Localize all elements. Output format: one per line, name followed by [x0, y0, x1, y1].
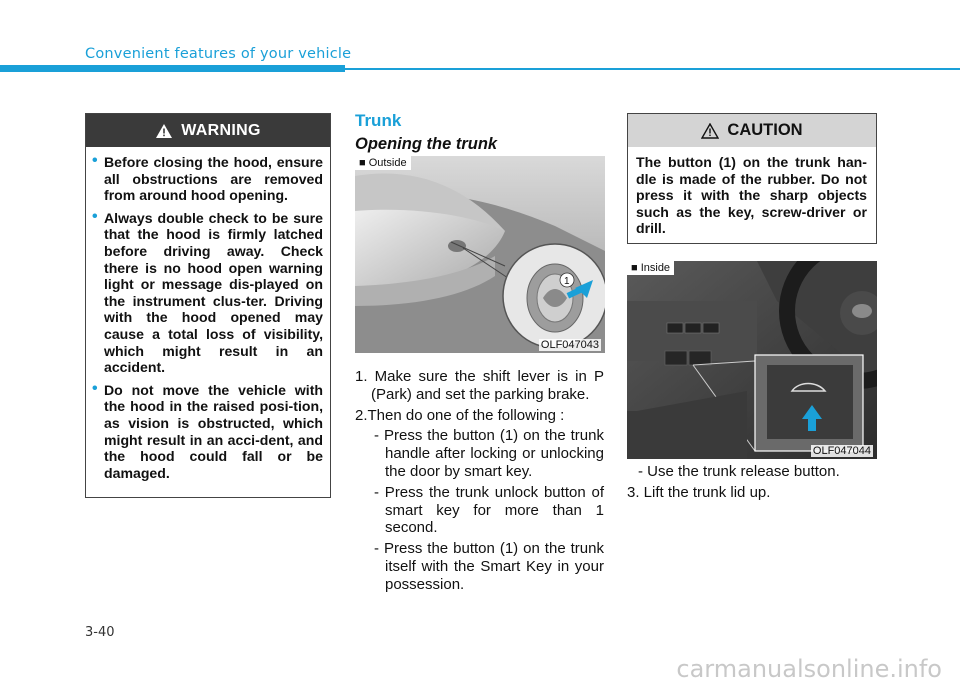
bullet-icon: •	[92, 379, 98, 397]
page-number: 3-40	[85, 625, 115, 640]
warning-item-text: Do not move the vehicle with the hood in the raised posi-tion, as vision is obstructed, which might result in an acci-dent, and the hood could fall or be damaged.	[104, 381, 323, 481]
watermark: carmanualsonline.info	[676, 655, 942, 683]
option-item: - Press the trunk unlock button of smart key for more than 1 second.	[374, 483, 604, 537]
callout-number: 1	[564, 276, 570, 287]
car-rear-illustration	[355, 156, 605, 353]
bullet-icon: •	[92, 207, 98, 225]
warning-header	[86, 114, 330, 147]
header-accent-bar	[0, 65, 345, 72]
dashboard-illustration	[627, 261, 877, 459]
warning-box	[85, 113, 331, 498]
option-item: - Press the button (1) on the trunk handle after locking or unlocking the door by smart key.	[374, 427, 604, 480]
trunk-steps-continued	[627, 463, 877, 502]
warning-item	[92, 207, 323, 376]
warning-item-text: Always double check to be sure that the hood is firmly latched before driving away. Check there is no hood open warning light or message dis-played on the instrument clus-ter. Driving with the hood opened may cause a total loss of visibility, which might result in an accident.	[104, 209, 323, 376]
figure-tag: ■ Outside	[355, 156, 411, 170]
figure-code: OLF047043	[540, 339, 599, 351]
warning-triangle-icon	[155, 123, 173, 139]
caution-box	[627, 113, 877, 244]
warning-item	[92, 379, 323, 482]
subsection-title: Opening the trunk	[355, 135, 498, 153]
step-2: 2.Then do one of the following :	[355, 406, 565, 424]
figure-trunk-outside	[355, 156, 605, 353]
figure-trunk-inside	[627, 261, 877, 459]
step-3: 3. Lift the trunk lid up.	[627, 483, 771, 501]
step-1: 1. Make sure the shift lever is in P (Park) and set the parking brake.	[355, 368, 604, 403]
caution-title: CAUTION	[727, 121, 803, 139]
section-header-title: Convenient features of your vehicle	[85, 46, 352, 62]
warning-list	[86, 147, 330, 481]
option-item: - Press the button (1) on the trunk itself with the Smart Key in your possession.	[374, 540, 604, 593]
bullet-icon: •	[92, 152, 98, 169]
figure-tag: ■ Inside	[627, 261, 674, 275]
warning-item-text: Before closing the hood, ensure all obstructions are removed from around hood opening.	[104, 154, 323, 204]
figure-code: OLF047044	[812, 445, 871, 457]
warning-item	[92, 152, 323, 204]
caution-text: The button (1) on the trunk han-dle is made of the rubber. Do not press it with the sharp objects such as the key, screw-driver or drill.	[636, 154, 867, 237]
option-item: - Use the trunk release button.	[638, 463, 840, 480]
trunk-steps	[355, 368, 604, 594]
section-title: Trunk	[355, 111, 402, 130]
warning-title: WARNING	[181, 121, 261, 139]
header-rule	[345, 68, 960, 70]
caution-header	[628, 114, 876, 147]
caution-triangle-icon	[701, 123, 719, 139]
